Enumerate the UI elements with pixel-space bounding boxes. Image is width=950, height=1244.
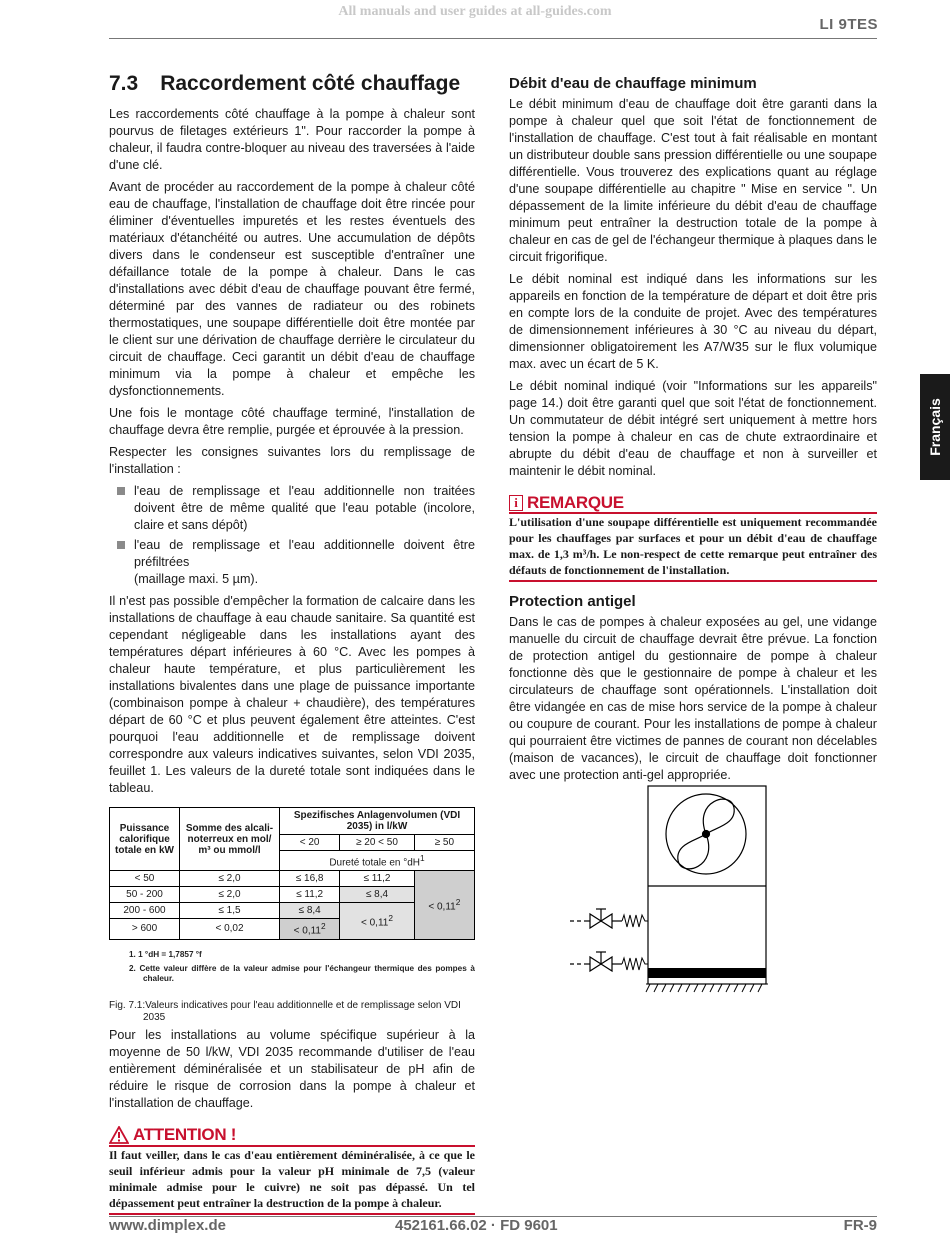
table-header-spec-volume: Spezifisches Anlagenvolumen (VDI 2035) in l/kW [280, 808, 475, 835]
paragraph: Le débit minimum d'eau de chauffage doit être garanti dans la pompe à chaleur quel que soit l'état de fonctionnement de l'installation de chauffage. C'est tout à fait réalisable en montant un distributeur double sans pression différentielle ou une soupape différentielle. Vous trouverez des explications quant au réglage d'une soupape différentielle au chapitre " Mise en service ". Un dépassement de la limite inférieure du débit d'eau de chauffage minimum peut entraîner la destruction totale de la pompe à chaleur en cas de gel de l'échangeur thermique à plaques dans le circuit frigorifique. [509, 97, 877, 264]
table-cell: ≤ 1,5 [180, 903, 280, 919]
table-header-cell: ≥ 20 < 50 [340, 835, 414, 851]
right-column [509, 74, 877, 789]
footnote-mark: 2 [455, 897, 461, 908]
table-cell: < $0,11^2$ [280, 919, 340, 939]
valve-icon [570, 909, 622, 928]
table-cell: > 600 [110, 919, 180, 939]
table-cell: ≤ 16,8 [280, 871, 340, 887]
header-doc-id: LI 9TES [819, 16, 878, 33]
info-icon: i [509, 495, 523, 511]
table-footnotes [129, 950, 475, 984]
table-cell: ≤ 8,4 [340, 887, 414, 903]
paragraph: Avant de procéder au raccordement de la pompe à chaleur côté eau de chauffage, l'installation de chauffage doit être rincée pour éliminer d'éventuelles impuretés et les restes éventuels des matériaux d'étanchéité ou autres. Une accumulation de dépôts divers dans le condenseur est susceptible d'entraîner une défaillance totale de la pompe à chaleur. Dans le cas d'installations avec débit d'eau de chauffage pouvant être fermé, déterminé par des vannes de radiateur ou des robinets thermostatiques, une soupape différentielle doit être montée par le client sur une dérivation de chauffage derrière le circulateur du circuit de chauffage. Ceci garantit un débit d'eau de chauffage minimum via la pompe à chaleur et empêche les dysfonctionnements. [109, 180, 475, 398]
bullet-square-icon [117, 541, 125, 549]
table-cell: 50 - 200 [110, 887, 180, 903]
footnote: 1. 1 °dH = 1,7857 °f [129, 949, 202, 959]
paragraph: Une fois le montage côté chauffage terminé, l'installation de chauffage devra être remplie, purgée et éprouvée à la pression. [109, 406, 475, 437]
table-cell: ≤ 11,2 [340, 871, 414, 887]
list-item-text: l'eau de remplissage et l'eau additionnelle non traitées doivent être de même qualité que l'eau potable (incolore, claire et sans dépôt) [134, 484, 475, 532]
valve-icon [570, 952, 622, 971]
footnote-mark: 2 [388, 913, 393, 924]
table-cell: 200 - 600 [110, 903, 180, 919]
paragraph: Respecter les consignes suivantes lors du remplissage de l'installation : [109, 445, 475, 476]
bullet-square-icon [117, 487, 125, 495]
remark-header [509, 494, 877, 514]
remark-text: L'utilisation d'une soupape différentielle est uniquement recommandée pour les chauffages par surfaces et pour un débit d'eau de chauffage max. de 1,3 m³/h. Le non-respect de cette remarque peut entraîner des défauts de fonctionnement de l'installation. [509, 514, 877, 582]
heat-pump-unit [648, 786, 766, 984]
table-cell-merged: < $0,11^2$ [340, 903, 414, 939]
table-header-cell: < 20 [280, 835, 340, 851]
paragraph: Pour les installations au volume spécifique supérieur à la moyenne de 50 l/kW, VDI 2035 recommande d'utiliser de l'eau entièrement déminéralisée et un stabilisateur de pH afin de réduire le risque de corrosion dans la pompe à chaleur et l'installation de chauffage. [109, 1027, 475, 1110]
floor-hatch [646, 984, 768, 992]
paragraph: Il n'est pas possible d'empêcher la formation de calcaire dans les installations de chauffage à eau chaude sanitaire. Sa quantité est cependant négligeable dans les installations ayant des températures départ inférieures à 60 °C. Avec les pompes à chaleur haute température, et plus particulièrement les installations bivalentes dans une plage de puissance importante (combinaison pompe à chaleur + chaudière), des températures départ de 60 °C et plus peuvent également être atteintes. C'est pourquoi l'eau additionnelle et de remplissage doivent correspondre aux valeurs indicatives suivantes, selon VDI 2035, feuillet 1. Les valeurs de la dureté totale sont indiquées dans le tableau. [109, 594, 475, 795]
header-rule [109, 38, 877, 39]
table-cell: ≤ 2,0 [180, 887, 280, 903]
paragraph: Le débit nominal est indiqué dans les informations sur les appareils en fonction de la température de départ et doit être pris en compte lors de la conduite de projet. Avec des températures de dimensionnement inférieures à 30 °C au niveau du départ, dimensionner obligatoirement les A7/W35 sur le flux volumique max. avec un écart de 5 K. [509, 272, 877, 371]
section-title [109, 70, 475, 98]
subheading: Protection antigel [509, 593, 636, 610]
subheading: Débit d'eau de chauffage minimum [509, 75, 757, 92]
fan-icon [666, 793, 746, 874]
paragraph: Le débit nominal indiqué (voir "Informations sur les appareils" page 14.) doit être garanti quel que soit l'état de fonctionnement. Un commutateur de débit intégré sert uniquement à mettre hors tension la pompe à chaleur en cas de chute extraordinaire et abrupte du débit d'eau de chauffage et non à surveiller et maintenir le débit nominal. [509, 379, 877, 478]
footer-website[interactable]: www.dimplex.de [109, 1217, 226, 1234]
table-cell: ≤ 8,4 [280, 903, 340, 919]
table-cell: < 0,02 [180, 919, 280, 939]
table-cell: ≤ 2,0 [180, 871, 280, 887]
table-row [110, 871, 475, 887]
table-header-alkali: Somme des alcali-noterreux en mol/ m³ ou mmol/l [180, 808, 280, 871]
section-title-text: Raccordement côté chauffage [160, 72, 461, 95]
footer-page-number: FR-9 [843, 1217, 877, 1234]
footnote-mark: 2 [320, 921, 326, 932]
table-cell-merged: < $0,11^2$ [414, 871, 474, 939]
spring-icon [622, 915, 648, 927]
paragraph: Les raccordements côté chauffage à la pompe à chaleur sont pourvus de filetages extérieurs 1". Pour raccorder la pompe à chaleur, il faudra contre-bloquer au niveau des traversées à l'aide d'une clé. [109, 107, 475, 172]
footnote: 2. Cette valeur diffère de la valeur admise pour l'échangeur thermique des pompes à chaleur. [129, 963, 475, 983]
watermark: All manuals and user guides at all-guides.com [338, 4, 612, 19]
section-number: 7.3 [109, 72, 139, 95]
remark-title: REMARQUE [527, 493, 624, 512]
footnote-mark: 1 [420, 853, 425, 863]
paragraph: Dans le cas de pompes à chaleur exposées au gel, une vidange manuelle du circuit de chauffage devrait être prévue. La fonction de protection antigel du gestionnaire de pompe à chaleur fonctionne dès que le gestionnaire de pompe à chaleur et les circulateurs de chauffage sont opérationnels. L'installation doit être vidangée en cas de mise hors service de la pompe à chaleur ou coupure de courant. Pour les installations de pompe à chaleur qui pourraient être victimes de pannes de courant non décelables (maison de vacances), le circuit de chauffage doit fonctionner avec une protection anti-gel appropriée. [509, 615, 877, 782]
table-header-power: Puissance calorifique totale en kW [110, 808, 180, 871]
list-item [109, 483, 475, 534]
list-item [109, 537, 475, 588]
attention-title: ATTENTION ! [133, 1125, 237, 1145]
base-plate [648, 968, 766, 978]
spring-icon [622, 958, 648, 970]
table-header-cell: ≥ 50 [414, 835, 474, 851]
language-tab[interactable] [920, 374, 950, 480]
bullet-list [109, 483, 475, 588]
table-cell: ≤ 11,2 [280, 887, 340, 903]
figure-caption: Fig. 7.1:Valeurs indicatives pour l'eau additionnelle et de remplissage selon VDI 2035 [109, 999, 461, 1023]
attention-text: Il faut veiller, dans le cas d'eau entièrement déminéralisée, à ce que le seuil inférieur admis pour la valeur pH minimale de 7,5 (valeur minimale admise pour le cuivre) ne soit pas dépassé. Un tel dépassement peut entraîner la destruction de la pompe à chaleur. [109, 1147, 475, 1215]
footer-doc-number: 452161.66.02 · FD 9601 [395, 1217, 558, 1234]
water-hardness-table [109, 807, 475, 940]
warning-triangle-icon [109, 1126, 129, 1144]
table-cell: < 50 [110, 871, 180, 887]
attention-header [109, 1126, 475, 1147]
heat-pump-diagram [560, 784, 775, 999]
table-header-hardness: Dureté totale en $^\circ dH^1$ [280, 851, 475, 871]
list-item-text: l'eau de remplissage et l'eau additionnelle doivent être préfiltrées (maillage maxi. 5 µm). [134, 538, 475, 586]
left-column [109, 70, 475, 1225]
language-tab-label: Français [927, 398, 943, 456]
